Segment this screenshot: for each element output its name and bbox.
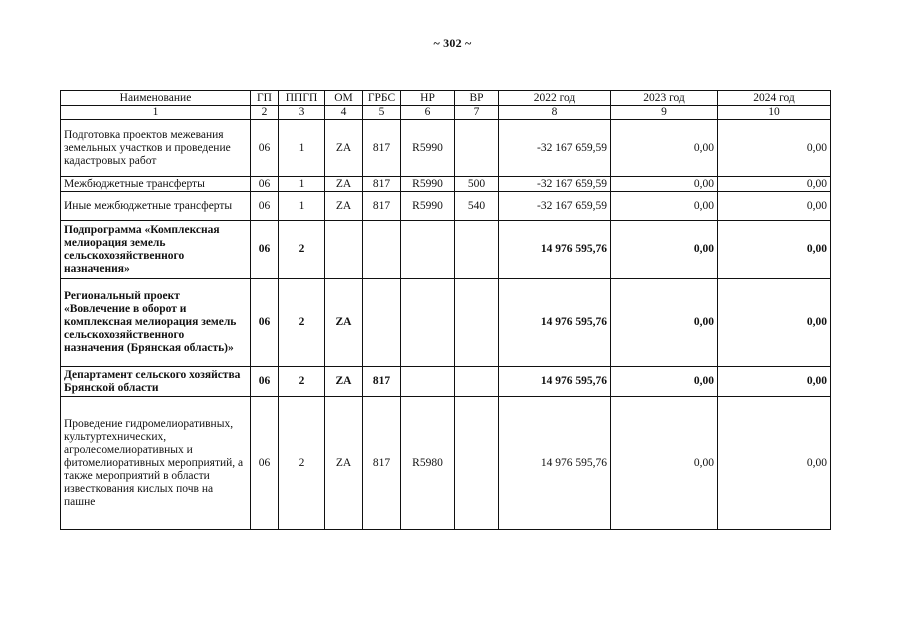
- row-2022: 14 976 595,76: [499, 367, 611, 397]
- row-ppgp: 2: [279, 367, 325, 397]
- column-number: 7: [455, 106, 499, 120]
- row-2024: 0,00: [718, 221, 831, 279]
- table-row: [61, 367, 831, 397]
- row-om: ZA: [325, 192, 363, 221]
- column-number: 8: [499, 106, 611, 120]
- row-2024: 0,00: [718, 397, 831, 530]
- row-2024: 0,00: [718, 177, 831, 192]
- row-gp: 06: [251, 192, 279, 221]
- row-gp: 06: [251, 367, 279, 397]
- row-om: ZA: [325, 397, 363, 530]
- row-2022: 14 976 595,76: [499, 279, 611, 367]
- row-name: Региональный проект «Вовлечение в оборот и комплексная мелиорация земель сельскохозяйственного назначения (Брянская область)»: [61, 279, 251, 367]
- row-grbs: 817: [363, 120, 401, 177]
- column-number: 2: [251, 106, 279, 120]
- row-name: Подготовка проектов межевания земельных участков и проведение кадастровых работ: [61, 120, 251, 177]
- column-number: 5: [363, 106, 401, 120]
- header-2023: 2023 год: [611, 91, 718, 106]
- row-vr: [455, 120, 499, 177]
- row-ppgp: 1: [279, 177, 325, 192]
- column-number: 9: [611, 106, 718, 120]
- column-number-row: [61, 106, 831, 120]
- row-grbs: [363, 221, 401, 279]
- row-gp: 06: [251, 177, 279, 192]
- row-ppgp: 2: [279, 397, 325, 530]
- row-ppgp: 2: [279, 279, 325, 367]
- row-vr: 540: [455, 192, 499, 221]
- table-row: [61, 279, 831, 367]
- row-nr: R5980: [401, 397, 455, 530]
- row-ppgp: 1: [279, 120, 325, 177]
- header-om: ОМ: [325, 91, 363, 106]
- column-number: 3: [279, 106, 325, 120]
- row-2022: -32 167 659,59: [499, 192, 611, 221]
- row-om: ZA: [325, 120, 363, 177]
- row-grbs: 817: [363, 192, 401, 221]
- row-grbs: 817: [363, 397, 401, 530]
- row-gp: 06: [251, 397, 279, 530]
- header-gp: ГП: [251, 91, 279, 106]
- row-name: Проведение гидромелиоративных, культуртехнических, агролесомелиоративных и фитомелиоративных мероприятий, а также мероприятий в области известкования кислых почв на пашне: [61, 397, 251, 530]
- row-om: ZA: [325, 367, 363, 397]
- row-name: Подпрограмма «Комплексная мелиорация земель сельскохозяйственного назначения»: [61, 221, 251, 279]
- column-number: 10: [718, 106, 831, 120]
- row-2023: 0,00: [611, 279, 718, 367]
- row-nr: R5990: [401, 120, 455, 177]
- row-vr: [455, 221, 499, 279]
- row-2023: 0,00: [611, 397, 718, 530]
- row-2024: 0,00: [718, 120, 831, 177]
- row-nr: [401, 367, 455, 397]
- row-name: Департамент сельского хозяйства Брянской области: [61, 367, 251, 397]
- row-gp: 06: [251, 120, 279, 177]
- table-row: [61, 120, 831, 177]
- row-name: Иные межбюджетные трансферты: [61, 192, 251, 221]
- row-gp: 06: [251, 221, 279, 279]
- row-grbs: [363, 279, 401, 367]
- row-om: ZA: [325, 177, 363, 192]
- header-ppgp: ППГП: [279, 91, 325, 106]
- header-2022: 2022 год: [499, 91, 611, 106]
- header-name: Наименование: [61, 91, 251, 106]
- row-ppgp: 1: [279, 192, 325, 221]
- table-header-row: [61, 91, 831, 106]
- page-number: ~ 302 ~: [433, 36, 472, 50]
- header-2024: 2024 год: [718, 91, 831, 106]
- table-row: [61, 221, 831, 279]
- table-row: [61, 397, 831, 530]
- row-grbs: 817: [363, 367, 401, 397]
- row-2023: 0,00: [611, 221, 718, 279]
- budget-table: [60, 90, 831, 530]
- header-grbs: ГРБС: [363, 91, 401, 106]
- row-gp: 06: [251, 279, 279, 367]
- row-nr: R5990: [401, 192, 455, 221]
- row-vr: [455, 397, 499, 530]
- row-2024: 0,00: [718, 367, 831, 397]
- row-2023: 0,00: [611, 177, 718, 192]
- row-vr: 500: [455, 177, 499, 192]
- row-2023: 0,00: [611, 192, 718, 221]
- table-row: [61, 192, 831, 221]
- table-row: [61, 177, 831, 192]
- row-name: Межбюджетные трансферты: [61, 177, 251, 192]
- row-nr: R5990: [401, 177, 455, 192]
- row-2023: 0,00: [611, 120, 718, 177]
- row-om: [325, 221, 363, 279]
- row-2022: 14 976 595,76: [499, 221, 611, 279]
- column-number: 6: [401, 106, 455, 120]
- row-2022: -32 167 659,59: [499, 177, 611, 192]
- column-number: 4: [325, 106, 363, 120]
- row-nr: [401, 279, 455, 367]
- row-2022: 14 976 595,76: [499, 397, 611, 530]
- row-2022: -32 167 659,59: [499, 120, 611, 177]
- header-vr: ВР: [455, 91, 499, 106]
- row-ppgp: 2: [279, 221, 325, 279]
- row-2023: 0,00: [611, 367, 718, 397]
- header-nr: НР: [401, 91, 455, 106]
- row-vr: [455, 367, 499, 397]
- row-2024: 0,00: [718, 279, 831, 367]
- row-nr: [401, 221, 455, 279]
- row-vr: [455, 279, 499, 367]
- column-number: 1: [61, 106, 251, 120]
- row-2024: 0,00: [718, 192, 831, 221]
- row-om: ZA: [325, 279, 363, 367]
- row-grbs: 817: [363, 177, 401, 192]
